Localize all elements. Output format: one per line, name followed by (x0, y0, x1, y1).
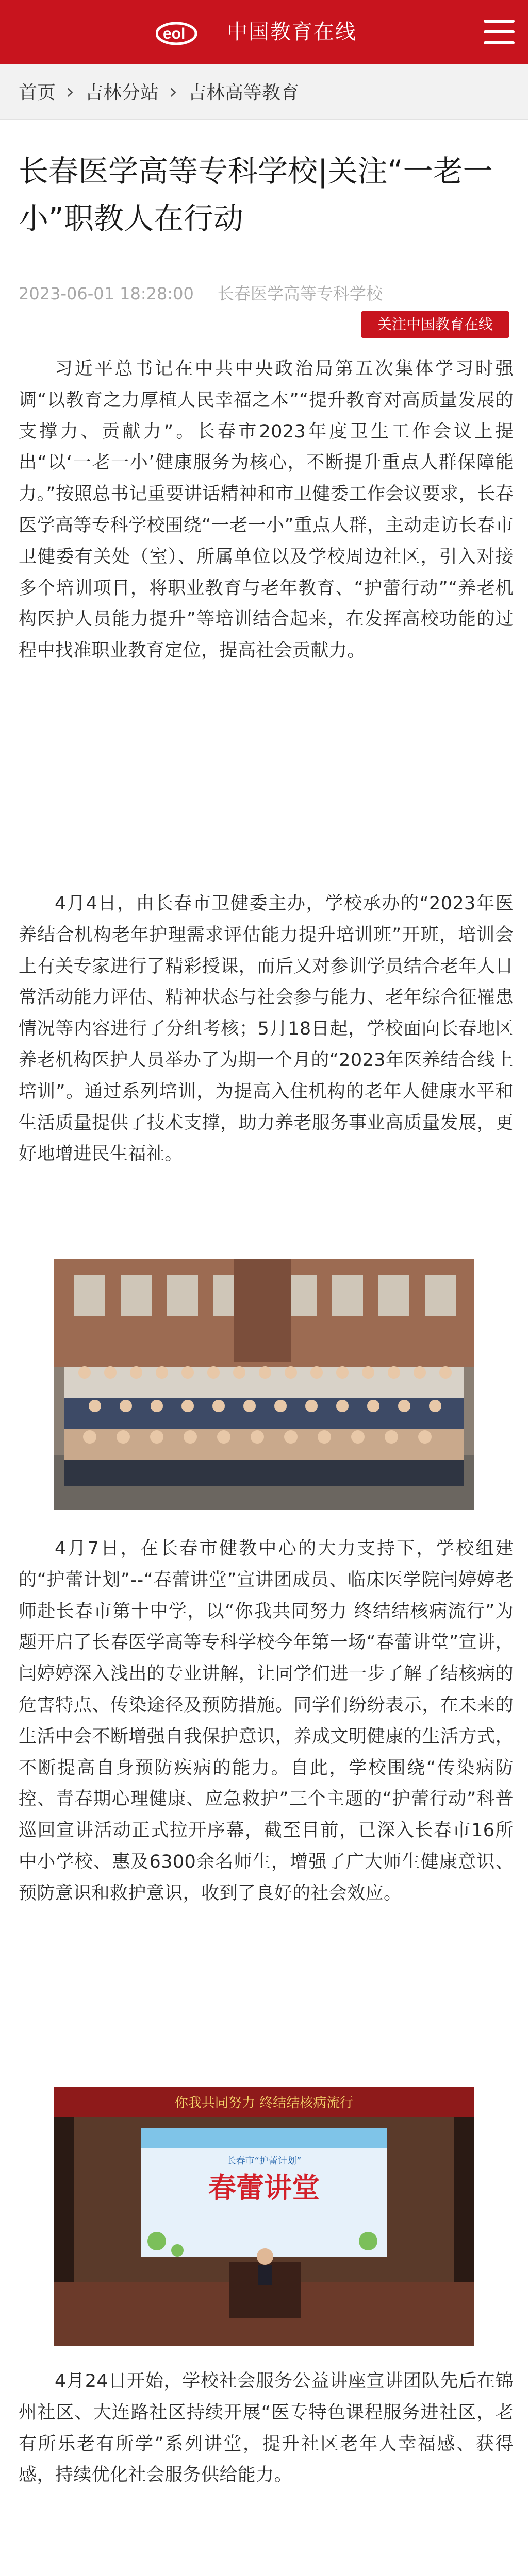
top-header-bar (0, 0, 528, 64)
breadcrumb-separator: › (66, 79, 75, 104)
site-name[interactable]: 中国教育在线 (227, 20, 357, 44)
breadcrumb-jilin-station[interactable]: 吉林分站 (85, 82, 159, 104)
article-meta (19, 282, 383, 305)
breadcrumb-home[interactable]: 首页 (19, 82, 56, 104)
training-group-photo (54, 1259, 474, 1510)
banner-text: 你我共同努力 终结结核病流行 (174, 2095, 354, 2111)
breadcrumb-jilin-higher-education[interactable]: 吉林高等教育 (188, 82, 300, 104)
article-source: 长春医学高等专科学校 (217, 284, 383, 303)
breadcrumb-separator: › (169, 79, 178, 104)
article-title: 长春医学高等专科学校|关注“一老一小”职教人在行动 (19, 154, 493, 236)
logo-lettering: eol (163, 25, 186, 42)
spring-bud-lecture-photo (54, 2087, 474, 2346)
article-paragraph: 4月7日，在长春市健教中心的大力支持下，学校组建的“护蕾计划”--“春蕾讲堂”宣讲团成员、临床医学院闫婷婷老师赴长春市第十中学，以“你我共同努力 终结结核病流行”为题开启了长春医学高等专科学校今年第一场“春蕾讲堂”宣讲，闫婷婷深入浅出的专业讲解，让同学们进一步了解了结核病的危害特点、传染途径及预防措施。同学们纷纷表示，在未来的生活中会不断增强自我保护意识，养成文明健康的生活方式，不断提高自身预防疾病的能力。自此，学校围绕“传染病防控、青春期心理健康、应急救护”三个主题的“护蕾行动”科普巡回宣讲活动正式拉开序幕，截至目前，已深入长春市16所中小学校、惠及6300余名师生，增强了广大师生健康意识、预防意识和救护意识，收到了良好的社会效应。 (19, 1538, 514, 1904)
follow-button[interactable]: 关注中国教育在线 (361, 311, 509, 338)
screen-subtitle: 长春市“护蕾计划” (226, 2156, 302, 2166)
screen-title: 春蕾讲堂 (208, 2171, 320, 2204)
article-paragraph: 习近平总书记在中共中央政治局第五次集体学习时强调“以教育之力厚植人民幸福之本”“提升教育对高质量发展的支撑力、贡献力”。长春市2023年度卫生工作会议上提出“以‘一老一小’健康服务为核心，不断提升重点人群保障能力。”按照总书记重要讲话精神和市卫健委工作会议要求，长春医学高等专科学校围绕“一老一小”重点人群，主动走访长春市卫健委有关处（室）、所属单位以及学校周边社区，引入对接多个培训项目，将职业教育与老年教育、“护蕾行动”“养老机构医护人员能力提升”等培训结合起来，在发挥高校功能的过程中找准职业教育定位，提高社会贡献力。 (19, 359, 514, 662)
article-paragraph: 4月24日开始，学校社会服务公益讲座宣讲团队先后在锦州社区、大连路社区持续开展“医专特色课程服务进社区，老有所乐老有所学”系列讲堂，提升社区老年人幸福感、获得感，持续优化社会服务供给能力。 (19, 2371, 514, 2486)
group-photo-image (54, 1259, 474, 1510)
article-date: 2023-06-01 18:28:00 (19, 284, 194, 303)
breadcrumb (0, 64, 528, 120)
menu-icon[interactable] (484, 20, 515, 44)
article-paragraph: 4月4日，由长春市卫健委主办，学校承办的“2023年医养结合机构老年护理需求评估能力提升培训班”开班，培训会上有关专家进行了精彩授课，而后又对参训学员结合老年人日常活动能力评估、精神状态与社会参与能力、老年综合征罹患情况等内容进行了分组考核；5月18日起，学校面向长春地区养老机构医护人员举办了为期一个月的“2023年医养结合线上培训”。通过系列培训，为提高入住机构的老年人健康水平和生活质量提供了技术支撑，助力养老服务事业高质量发展，更好地增进民生福祉。 (19, 893, 514, 1165)
eol-logo-icon[interactable] (156, 20, 217, 45)
lecture-stage-image (54, 2087, 474, 2346)
